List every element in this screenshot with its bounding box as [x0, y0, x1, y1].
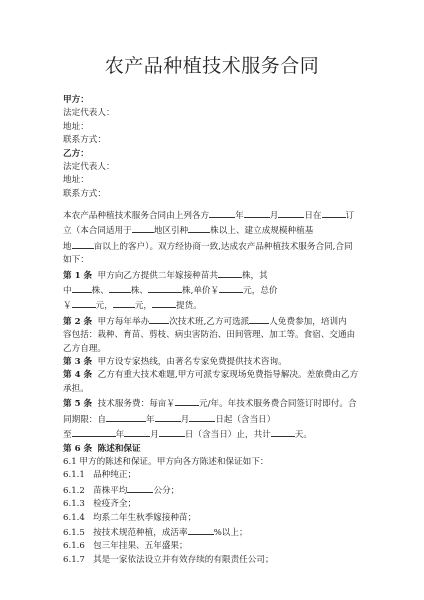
- party-b-address: 地址：: [63, 175, 89, 186]
- intro-line-2: 立（本合同适用于 地区引种 株以上、建立成规模种植基: [63, 223, 379, 238]
- article-2-line-1: 第 2 条 甲方每年举办 次技术班,乙方可选派 人免费参加，培训内: [63, 314, 379, 329]
- party-a-rep: 法定代表人：: [63, 108, 115, 119]
- article-6-heading: 第 6 条 陈述和保证: [63, 443, 141, 454]
- article-5-line-1: 第 5 条 技术服务费：每亩￥ 元/年。年技术服务费合同签订时即付。合: [63, 396, 379, 411]
- article-2-line-3: 乙方自理。: [63, 343, 106, 354]
- parties-section: [63, 94, 379, 201]
- article-4-line-2: 承担。: [63, 383, 89, 394]
- item-6-1-4: 6.1.4 均系二年生秋季嫁接种苗；: [63, 512, 197, 523]
- item-6-1-1: 6.1.1 品种纯正；: [63, 470, 137, 481]
- article-3: 第 3 条 甲方设专家热线，由著名专家免费提供技术咨询。: [63, 357, 287, 368]
- article-5-line-2: 同期限：自 年 月 日起（含当日）: [63, 412, 379, 427]
- item-6-1-6: 6.1.6 包三年挂果、五年盛果；: [63, 541, 188, 552]
- party-a-address: 地址：: [63, 121, 89, 132]
- party-b-contact: 联系方式：: [63, 188, 106, 199]
- article-1-line-1: 第 1 条 甲方向乙方提供二年嫁接种苗共 株，其: [63, 268, 379, 283]
- item-6-1-2: 6.1.2 苗株平均 公分；: [63, 483, 379, 498]
- article-4-line-1: 第 4 条 乙方有重大技术难题,甲方可派专家现场免费指导解决。差旅费由乙方: [63, 370, 359, 381]
- item-6-1-3: 6.1.3 检疫齐全；: [63, 499, 137, 510]
- document-title: 农产品种植技术服务合同: [104, 55, 320, 77]
- party-b-rep: 法定代表人：: [63, 162, 115, 173]
- intro-line-1: 本农产品种植技术服务合同由上列各方 年 月 日在 订: [63, 208, 379, 223]
- contract-body: [63, 208, 379, 567]
- article-5-line-3: 至 年 月 日（含当日）止，共计 天。: [63, 427, 379, 442]
- item-6-1-5: 6.1.5 按技术规范种植，成活率 %以上；: [63, 525, 379, 540]
- party-a-label: 甲方：: [63, 95, 89, 105]
- intro-line-3: 地 亩以上的客户）。双方经协商一致,达成农产品种植技术服务合同,合同: [63, 239, 379, 254]
- party-a-contact: 联系方式：: [63, 135, 106, 146]
- party-b-label: 乙方：: [63, 148, 89, 159]
- article-6-1-intro: 6.1 甲方的陈述和保证。甲方向各方陈述和保证如下：: [63, 456, 269, 467]
- article-2-line-2: 容包括：栽种、育苗、剪枝、病虫害防治、田间管理、加工等。食宿、交通由: [63, 330, 356, 341]
- intro-line-4: 如下：: [63, 255, 89, 266]
- item-6-1-7: 6.1.7 其是一家依法设立并有效存续的有限责任公司；: [63, 554, 274, 565]
- article-1-line-3: ￥ 元， 元， 提货。: [63, 298, 379, 313]
- article-1-line-2: 中 株、 株、 株,单价￥ 元，总价: [63, 283, 379, 298]
